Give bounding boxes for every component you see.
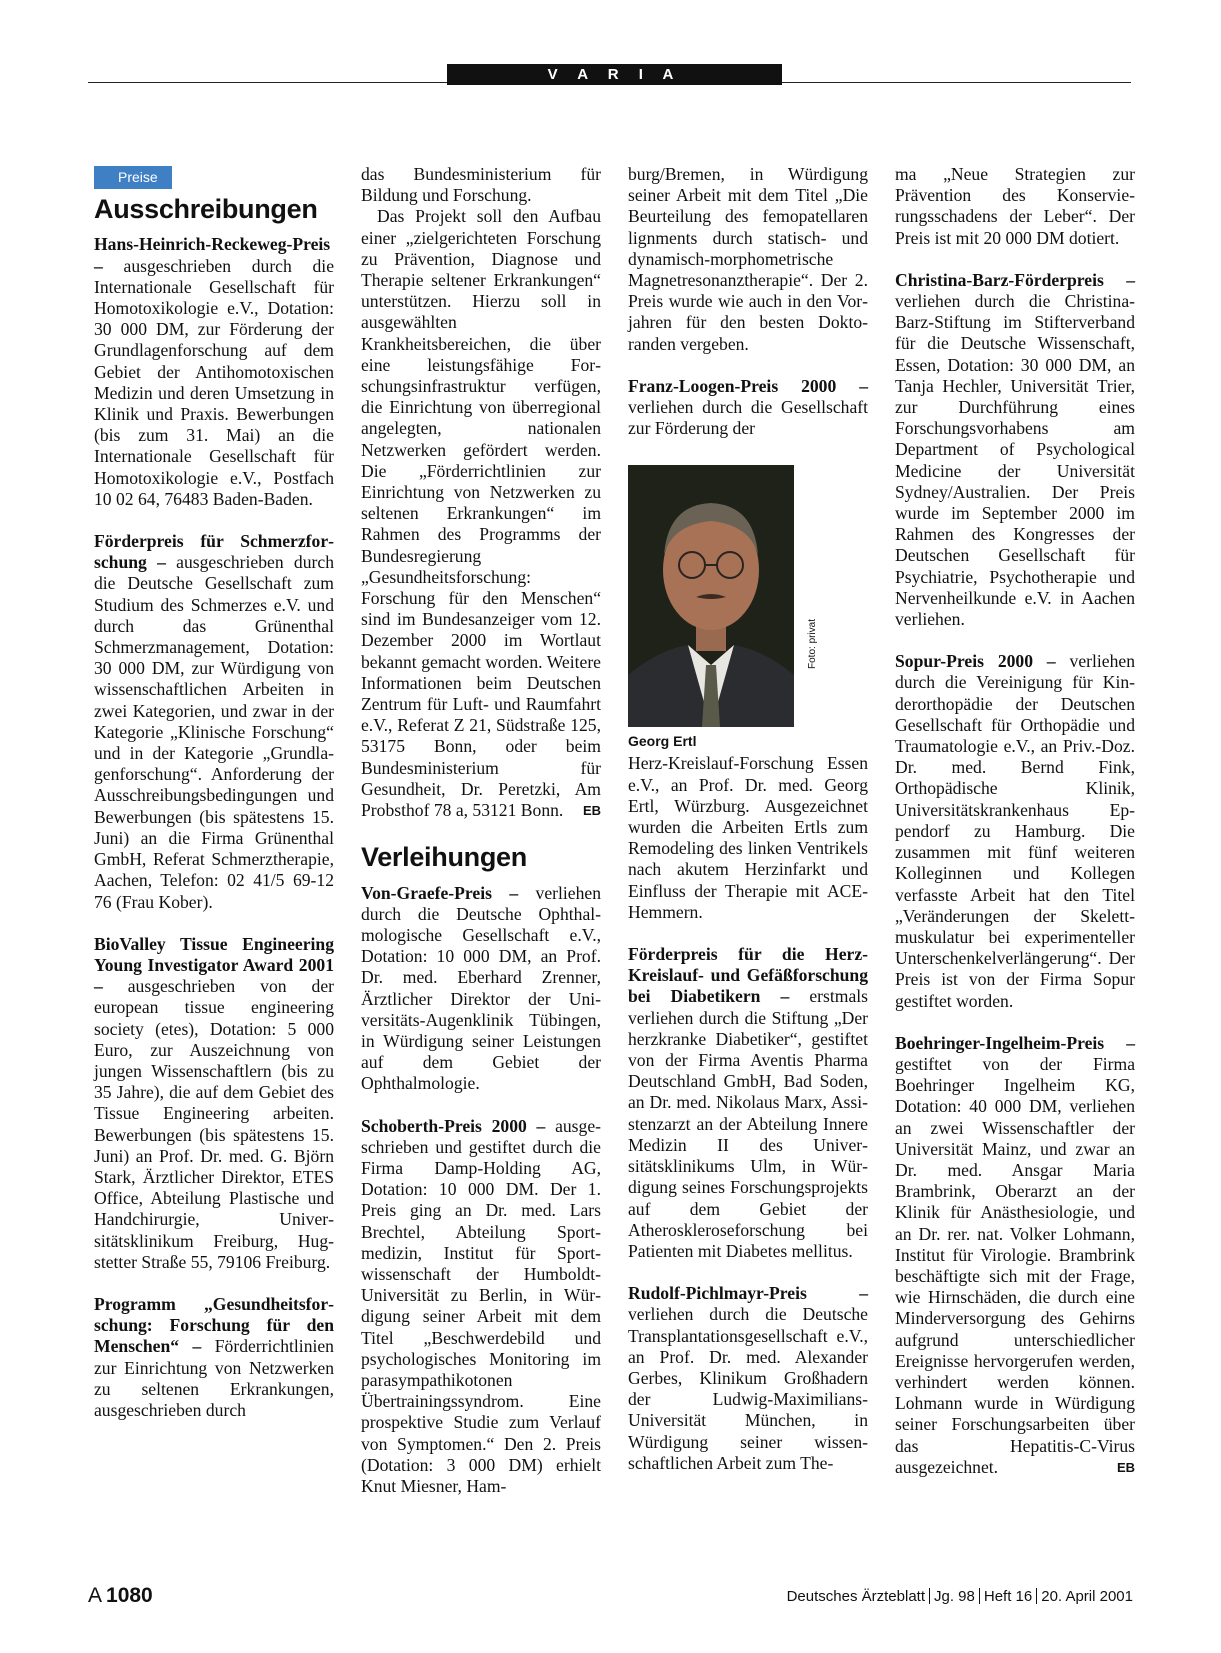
author-initials: EB bbox=[582, 803, 601, 819]
journal-date: 20. April 2001 bbox=[1041, 1588, 1133, 1605]
section-header: V A R I A bbox=[447, 64, 782, 85]
journal-info bbox=[787, 1588, 1133, 1605]
journal-volume: Jg. 98 bbox=[934, 1588, 975, 1605]
author-initials: EB bbox=[1116, 1459, 1135, 1475]
journal-issue: Heft 16 bbox=[983, 1588, 1033, 1605]
photo-caption: Georg Ertl bbox=[628, 733, 697, 750]
column-4 bbox=[895, 164, 1135, 1478]
divider bbox=[979, 1588, 980, 1604]
award-title: Programm „Gesundheitsforschung: Forschung für den Menschen“ – bbox=[94, 1293, 334, 1357]
journal-name: Deutsches Ärzteblatt bbox=[786, 1588, 925, 1605]
portrait-photo bbox=[628, 465, 794, 727]
portrait-illustration bbox=[628, 465, 794, 727]
award-title: Schoberth-Preis 2000 – bbox=[361, 1115, 546, 1136]
paragraph: burg/Bremen, in Würdigung seiner Arbeit mit dem Titel „Die Beurteilung des femopatellaren lignments durch statisch- und dynamisch-morphometrische Magnetresonanztherapie“. Der 2. Preis wurde wie auch in den Vorjahren für den besten Doktoranden vergeben. bbox=[628, 164, 868, 354]
award-title: Rudolf-Pichlmayr-Preis – bbox=[628, 1283, 868, 1304]
portrait-figure bbox=[628, 465, 868, 749]
column-1 bbox=[94, 164, 334, 1421]
paragraph: Hans-Heinrich-Reckeweg-Preis – ausgeschrieben durch die Internationale Gesellschaft für Homotoxikologie e.V., Dotation: 30 000 DM, zur Förderung der Grundlagenforschung auf dem Gebiet der Antihomotoxischen Medizin und deren Umsetzung in Klinik und Praxis. Bewerbungen (bis zum 31. Mai) an die Internationale Gesellschaft für Homotoxikologie e.V., Postfach 10 02 64, 76483 Baden-Baden. bbox=[94, 234, 334, 509]
paragraph: Programm „Gesundheitsforschung: Forschung für den Menschen“ – Förderrichtlinien zur Einrichtung von Netzwerken zu seltenen Erkrankungen, ausgeschrieben durch bbox=[94, 1293, 334, 1420]
paragraph: Das Projekt soll den Aufbau einer „zielgerichteten Forschung zu Prävention, Diagnose und Therapie seltener Erkrankungen“ unterstützen. Hierzu soll in ausgewählten Krankheitsbereichen, die über eine leistungsfähige Forschungsinfrastruktur verfügen, die Einrichtung von überregional angelegten, nationalen Netzwerken gefördert werden. Die „Förderrichtlinien zur Einrichtung von Netzwerken zu seltenen Erkrankungen“ im Rahmen des Programms der Bundesregierung „Gesundheitsforschung: Forschung für den Menschen“ sind im Bundesanzeiger vom 12. Dezember 2000 im Wortlaut bekannt gemacht worden. Weitere Informationen beim Deutschen Zentrum für Luft- und Raumfahrt e.V., Referat Z 21, Südstraße 125, 53175 Bonn, oder beim Bundesministerium für Gesundheit, Dr. Peretzki, Am Probsthof 78 a, 53121 Bonn. EB bbox=[361, 206, 601, 821]
page-number: A 1080 bbox=[88, 1584, 153, 1607]
award-title: Sopur-Preis 2000 – bbox=[895, 651, 1056, 672]
paragraph: Boehringer-Ingelheim-Preis – gestiftet von der Firma Boehringer Ingelheim KG, Dotation: 40 000 DM, verliehen an zwei Wissenschaftler der Universität Mainz, und zwar an Dr. med. Ansgar Maria Brambrink, Oberarzt an der Klinik für Anästhesiologie, und an Dr. rer. nat. Volker Lohmann, Institut für Virologie. Brambrink beschäftigte sich mit der Frage, wie Hirnschäden, die durch eine Minderversorgung des Gehirns aufgrund unterschiedlicher Ereignisse hervorgerufen werden, verhindert werden können. Lohmann wurde in Würdigung seiner Forschungsarbeiten über das Hepatitis-C-Virus ausgezeichnet. EB bbox=[895, 1032, 1135, 1477]
award-title: Christina-Barz-Förderpreis – bbox=[895, 269, 1135, 290]
award-title: BioValley Tissue Engineering Young Investigator Award 2001 – bbox=[94, 933, 334, 997]
paragraph: Schoberth-Preis 2000 – ausgeschrieben und gestiftet durch die Firma Damp-Holding AG, Dotation: 10 000 DM. Der 1. Preis ging an Dr. med. Lars Brechtel, Abteilung Sportmedizin, Institut für Sportwissenschaft der Humboldt-Universität zu Berlin, in Würdigung seiner Arbeit mit dem Titel „Beschwerdebild und psychologisches Monitoring im parasympathikotonen Übertrainingssyndrom. Eine prospektive Studie zum Verlauf von Symptomen.“ Den 2. Preis (Dotation: 3 000 DM) erhielt Knut Miesner, Ham- bbox=[361, 1115, 601, 1496]
award-title: Hans-Heinrich-Reckeweg-Preis – bbox=[94, 234, 331, 276]
paragraph: das Bundesministerium für Bildung und Forschung. bbox=[361, 164, 601, 206]
award-title: Franz-Loogen-Preis 2000 – bbox=[628, 375, 868, 396]
paragraph: Christina-Barz-Förderpreis – verliehen durch die Christina-Barz-Stiftung im Stifterverband für die Deutsche Wissenschaft, Essen, Dotation: 30 000 DM, an Tanja Hechler, Universität Trier, zur Durchführung eines Forschungsvorhabens am Department of Psychological Medicine der Universität Sydney/Australien. Der Preis wurde im September 2000 im Rahmen des Kongresses der Deutschen Gesellschaft für Psychiatrie, Psychotherapie und Nervenheilkunde e.V. in Aachen verliehen. bbox=[895, 269, 1135, 630]
paragraph: BioValley Tissue Engineering Young Investigator Award 2001 – ausgeschrieben von der european tissue engineering society (etes), Dotation: 5 000 Euro, zur Auszeichnung von jungen Wissenschaftlern (bis zu 35 Jahre), die auf dem Gebiet des Tissue Engineering arbeiten. Bewerbungen (bis spätestens 15. Juni) an Prof. Dr. med. G. Björn Stark, Ärztlicher Direktor, ETES Office, Abteilung Plastische und Handchirurgie, Universitätsklinikum Freiburg, Hugstetter Straße 55, 79106 Freiburg. bbox=[94, 933, 334, 1272]
paragraph: Von-Graefe-Preis – verliehen durch die Deutsche Ophthalmologische Gesellschaft e.V., Dotation: 10 000 DM, an Prof. Dr. med. Eberhard Zrenner, Ärztlicher Direktor der Universitäts-Augenklinik Tübingen, in Würdigung seiner Leistungen auf dem Gebiet der Ophthalmologie. bbox=[361, 882, 601, 1094]
divider bbox=[929, 1588, 930, 1604]
paragraph: Förderpreis für die Herz-Kreislauf- und Gefäßforschung bei Diabetikern – erstmals verliehen durch die Stiftung „Der herzkranke Diabetiker“, gestiftet von der Firma Aventis Pharma Deutschland GmbH, Bad Soden, an Dr. med. Nikolaus Marx, Assistenzarzt an der Abteilung Innere Medizin II des Universitätsklinikums Ulm, in Würdigung seines Forschungsprojekts auf dem Gebiet der Atheroskleroseforschung bei Patienten mit Diabetes mellitus. bbox=[628, 944, 868, 1261]
award-title: Boehringer-Ingelheim-Preis – bbox=[895, 1032, 1135, 1053]
column-2 bbox=[361, 164, 601, 1497]
column-3 bbox=[628, 164, 868, 1474]
heading-verleihungen: Verleihungen bbox=[361, 842, 527, 873]
paragraph: Förderpreis für Schmerzforschung – ausgeschrieben durch die Deutsche Gesellschaft zum Studium des Schmerzes e.V. und durch das Grünenthal Schmerzmanagement, Dotation: 30 000 DM, zur Würdigung von wissenschaftlichen Arbeiten in zwei Kategorien, und zwar in der Kategorie „Klinische Forschung“ und in der Kategorie „Grundlagenforschung“. Anforderung der Ausschreibungsbedingungen und Bewerbungen (bis spätestens 15. Juni) an die Firma Grünenthal GmbH, Referat Schmerztherapie, Aachen, Telefon: 02 41/5 69-12 76 (Frau Kober). bbox=[94, 531, 334, 912]
paragraph: ma „Neue Strategien zur Prävention des Konservierungsschadens der Leber“. Der Preis ist mit 20 000 DM dotiert. bbox=[895, 164, 1135, 248]
award-title: Von-Graefe-Preis – bbox=[361, 882, 519, 903]
photo-credit: Foto: privat bbox=[807, 619, 818, 670]
paragraph: Herz-Kreislauf-Forschung Essen e.V., an Prof. Dr. med. Georg Ertl, Würzburg. Ausgezeichnet wurden die Arbeiten Ertls zum Remodeling des linken Ventrikels nach akutem Herzinfarkt und Einfluss der Therapie mit ACE-Hemmern. bbox=[628, 753, 868, 922]
paragraph: Sopur-Preis 2000 – verliehen durch die Vereinigung für Kinderorthopädie der Deutschen Gesellschaft für Orthopädie und Traumatologie e.V., an Priv.-Doz. Dr. med. Bernd Fink, Orthopädische Klinik, Universitätskrankenhaus Eppendorf zu Hamburg. Die zusammen mit fünf weiteren Kolleginnen und Kollegen verfasste Arbeit hat den Titel „Veränderungen der Skelettmuskulatur bei experimenteller Unterschenkelverlängerung“. Der Preis ist von der Firma Sopur gestiftet worden. bbox=[895, 651, 1135, 1011]
award-title: Förderpreis für Schmerzforschung – bbox=[94, 531, 334, 573]
divider bbox=[1036, 1588, 1037, 1604]
category-tag: Preise bbox=[94, 166, 172, 189]
paragraph: Franz-Loogen-Preis 2000 – verliehen durch die Gesellschaft zur Förderung der bbox=[628, 375, 868, 439]
award-title: Förderpreis für die Herz-Kreislauf- und Gefäßforschung bei Diabetikern – bbox=[628, 944, 868, 1007]
paragraph: Rudolf-Pichlmayr-Preis – verliehen durch die Deutsche Transplantationsgesellschaft e.V., an Prof. Dr. med. Alexander Gerbes, Klinikum Großhadern der Ludwig-Maximilians-Universität München, in Würdigung seiner wissenschaftlichen Arbeit zum The- bbox=[628, 1283, 868, 1473]
heading-ausschreibungen: Ausschreibungen bbox=[94, 194, 318, 225]
